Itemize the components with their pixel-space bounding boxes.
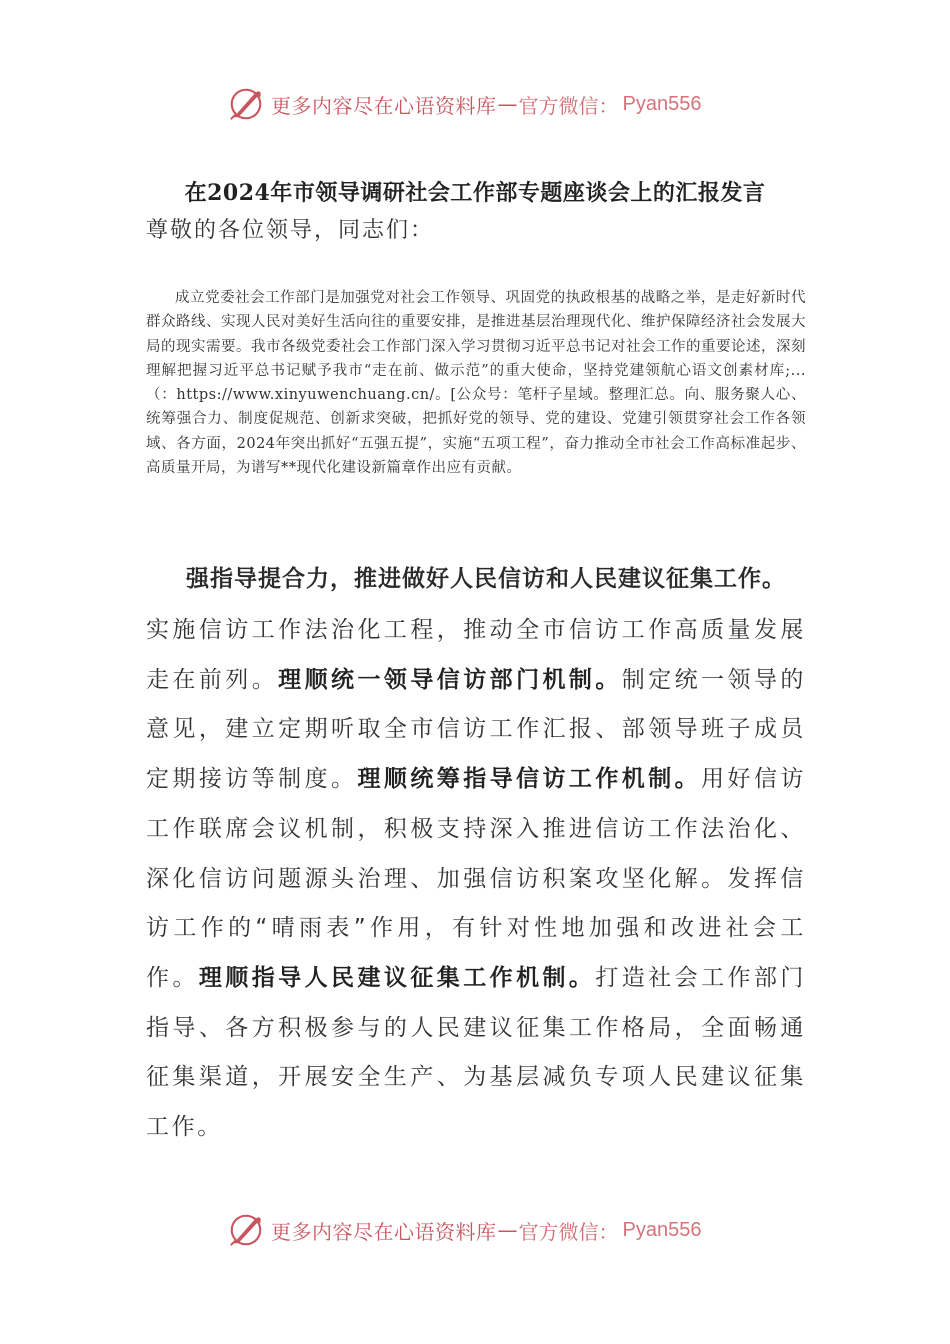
watermark-wechat-id: Pyan556: [622, 1218, 702, 1241]
section-body: [146, 606, 806, 1153]
section-heading: 强指导提合力，推进做好人民信访和人民建议征集工作。: [186, 566, 786, 592]
watermark-footer: [227, 1210, 747, 1250]
quill-logo-icon: [227, 1211, 265, 1249]
bold-subheading-1: 理顺统一领导信访部门机制。: [278, 666, 622, 693]
bold-subheading-3: 理顺指导人民建议征集工作机制。: [198, 964, 596, 991]
body-text-3: 用好信访工作联席会议机制，积极支持深入推进信访工作法治化、深化信访问题源头治理、加强信访积案攻坚化解。发挥信访工作的“晴雨表”作用，有针对性地加强和改进社会工作。: [146, 766, 806, 991]
watermark-header: [227, 84, 747, 124]
watermark-dash: —: [497, 1218, 518, 1242]
intro-paragraph: 成立党委社会工作部门是加强党对社会工作领导、巩固党的执政根基的战略之举，是走好新时代群众路线、实现人民对美好生活向往的重要安排，是推进基层治理现代化、维护保障经济社会发展大局的现实需要。我市各级党委社会工作部门深入学习贯彻习近平总书记对社会工作的重要论述，深刻理解把握习近平总书记赋予我市“走在前、做示范”的重大使命，坚持党建领航心语文创素材库;...（：https://www.xinyuwenchuang.cn/。[公众号：笔杆子星域。整理汇总。向、服务聚人心、统筹强合力、制度促规范、创新求突破，把抓好党的领导、党的建设、党建引领贯穿社会工作各领域、各方面，2024年突出抓好“五强五提”，实施“五项工程”，奋力推动全市社会工作高标准起步、高质量开局，为谱写**现代化建设新篇章作出应有贡献。: [146, 290, 806, 477]
quill-logo-icon: [227, 85, 265, 123]
watermark-text: 更多内容尽在心语资料库: [271, 1219, 497, 1244]
body-text-1: 实施信访工作法治化工程，推动全市信访工作高质量发展走在前列。: [146, 617, 806, 693]
watermark-wechat-label: 官方微信：: [518, 93, 619, 118]
body-text-2: 制定统一领导的意见，建立定期听取全市信访工作汇报、部领导班子成员定期接访等制度。: [146, 666, 806, 793]
watermark-text: 更多内容尽在心语资料库: [271, 93, 497, 118]
watermark-wechat-label: 官方微信：: [518, 1219, 619, 1244]
bold-subheading-2: 理顺统筹指导信访工作机制。: [357, 766, 702, 793]
watermark-wechat-id: Pyan556: [622, 92, 702, 115]
salutation: 尊敬的各位领导，同志们：: [146, 218, 435, 243]
body-text-4: 打造社会工作部门指导、各方积极参与的人民建议征集工作格局，全面畅通征集渠道，开展安全生产、为基层减负专项人民建议征集工作。: [146, 964, 807, 1141]
watermark-dash: —: [497, 92, 518, 116]
document-title: 在2024年市领导调研社会工作部专题座谈会上的汇报发言: [184, 180, 766, 206]
